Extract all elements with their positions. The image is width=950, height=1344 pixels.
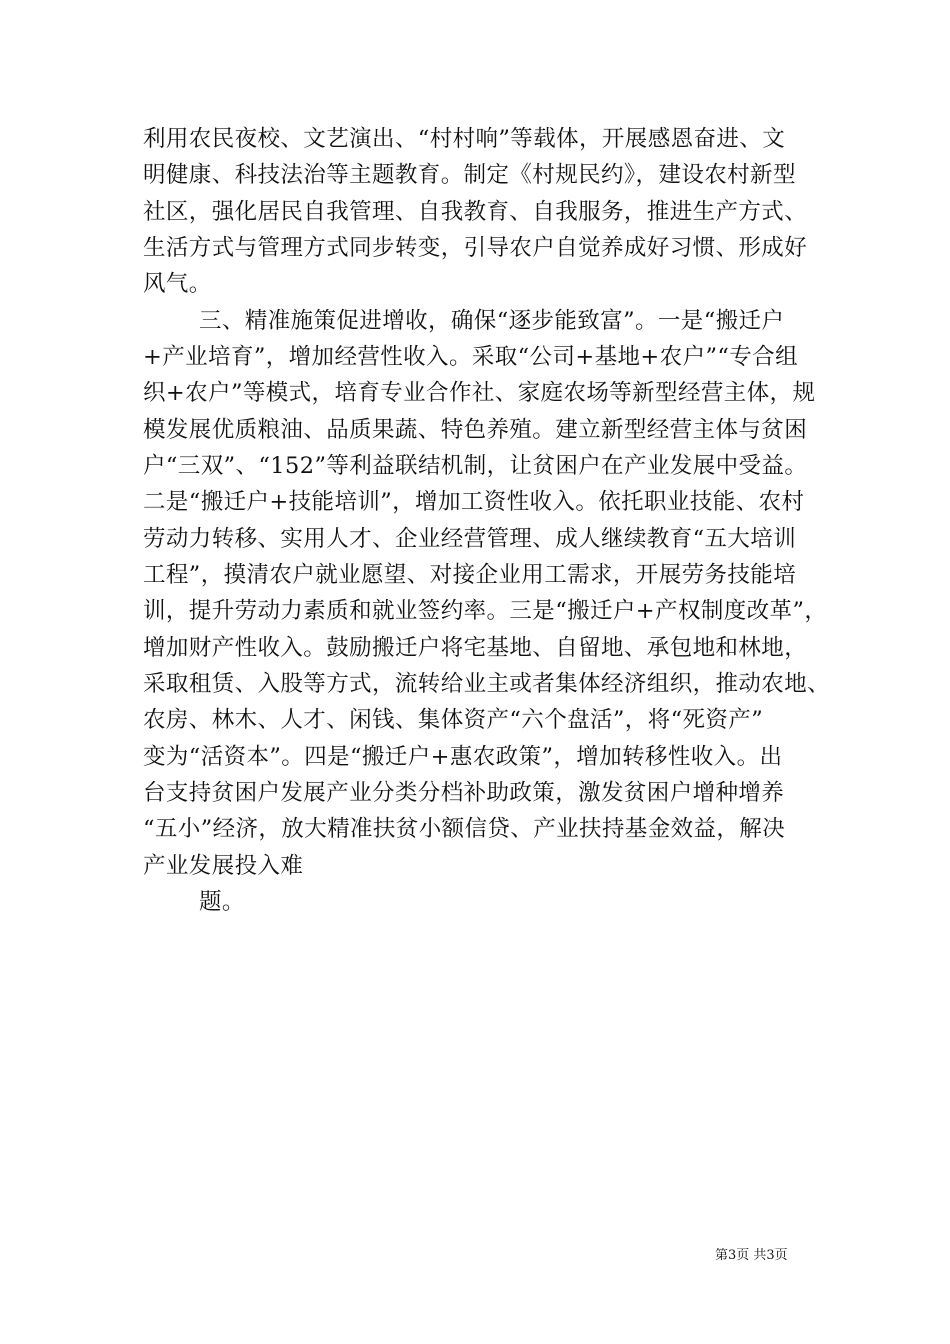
text-line: 风气。	[143, 271, 212, 297]
text-line: 利用农民夜校、文艺演出、“村村响”等载体，开展感恩奋进、文	[143, 126, 786, 152]
text-line: 劳动力转移、实用人才、企业经营管理、成人继续教育“五大培训	[143, 526, 797, 552]
text-line: 产业发展投入难	[143, 853, 304, 879]
text-line: +产业培育”，增加经营性收入。采取“公司+基地+农户”“专合组	[143, 344, 798, 370]
text-line: 采取租赁、入股等方式，流转给业主或者集体经济组织，推动农地、	[143, 671, 831, 697]
paragraph-start-line: 三、精准施策促进增收，确保“逐步能致富”。一是“搬迁户	[199, 308, 785, 334]
text-line: 社区，强化居民自我管理、自我教育、自我服务，推进生产方式、	[143, 199, 808, 225]
text-line: 训，提升劳动力素质和就业签约率。三是“搬迁户+产权制度改革”，	[143, 598, 828, 624]
text-line: 增加财产性收入。鼓励搬迁户将宅基地、自留地、承包地和林地，	[143, 635, 808, 661]
text-line: 台支持贫困户发展产业分类分档补助政策，激发贫困户增种增养	[143, 780, 785, 806]
text-line: 变为“活资本”。四是“搬迁户+惠农政策”，增加转移性收入。出	[143, 744, 783, 770]
text-line: 题。	[199, 889, 245, 915]
text-line: 二是“搬迁户+技能培训”，增加工资性收入。依托职业技能、农村	[143, 489, 805, 515]
text-line: 农房、林木、人才、闲钱、集体资产“六个盘活”，将“死资产”	[143, 707, 764, 733]
text-line: 织+农户”等模式，培育专业合作社、家庭农场等新型经营主体，规	[143, 380, 816, 406]
text-line: 工程”，摸清农户就业愿望、对接企业用工需求，开展劳务技能培	[143, 562, 797, 588]
text-line: 明健康、科技法治等主题教育。制定《村规民约》，建设农村新型	[143, 162, 796, 188]
text-line: 户“三双”、“152”等利益联结机制，让贫困户在产业发展中受益。	[143, 453, 808, 479]
text-line: “五小”经济，放大精准扶贫小额信贷、产业扶持基金效益，解决	[143, 816, 786, 842]
text-line: 模发展优质粮油、品质果蔬、特色养殖。建立新型经营主体与贫困	[143, 417, 808, 443]
text-line: 生活方式与管理方式同步转变，引导农户自觉养成好习惯、形成好	[143, 235, 808, 261]
page-number-footer: 第3页 共3页	[715, 1248, 788, 1263]
